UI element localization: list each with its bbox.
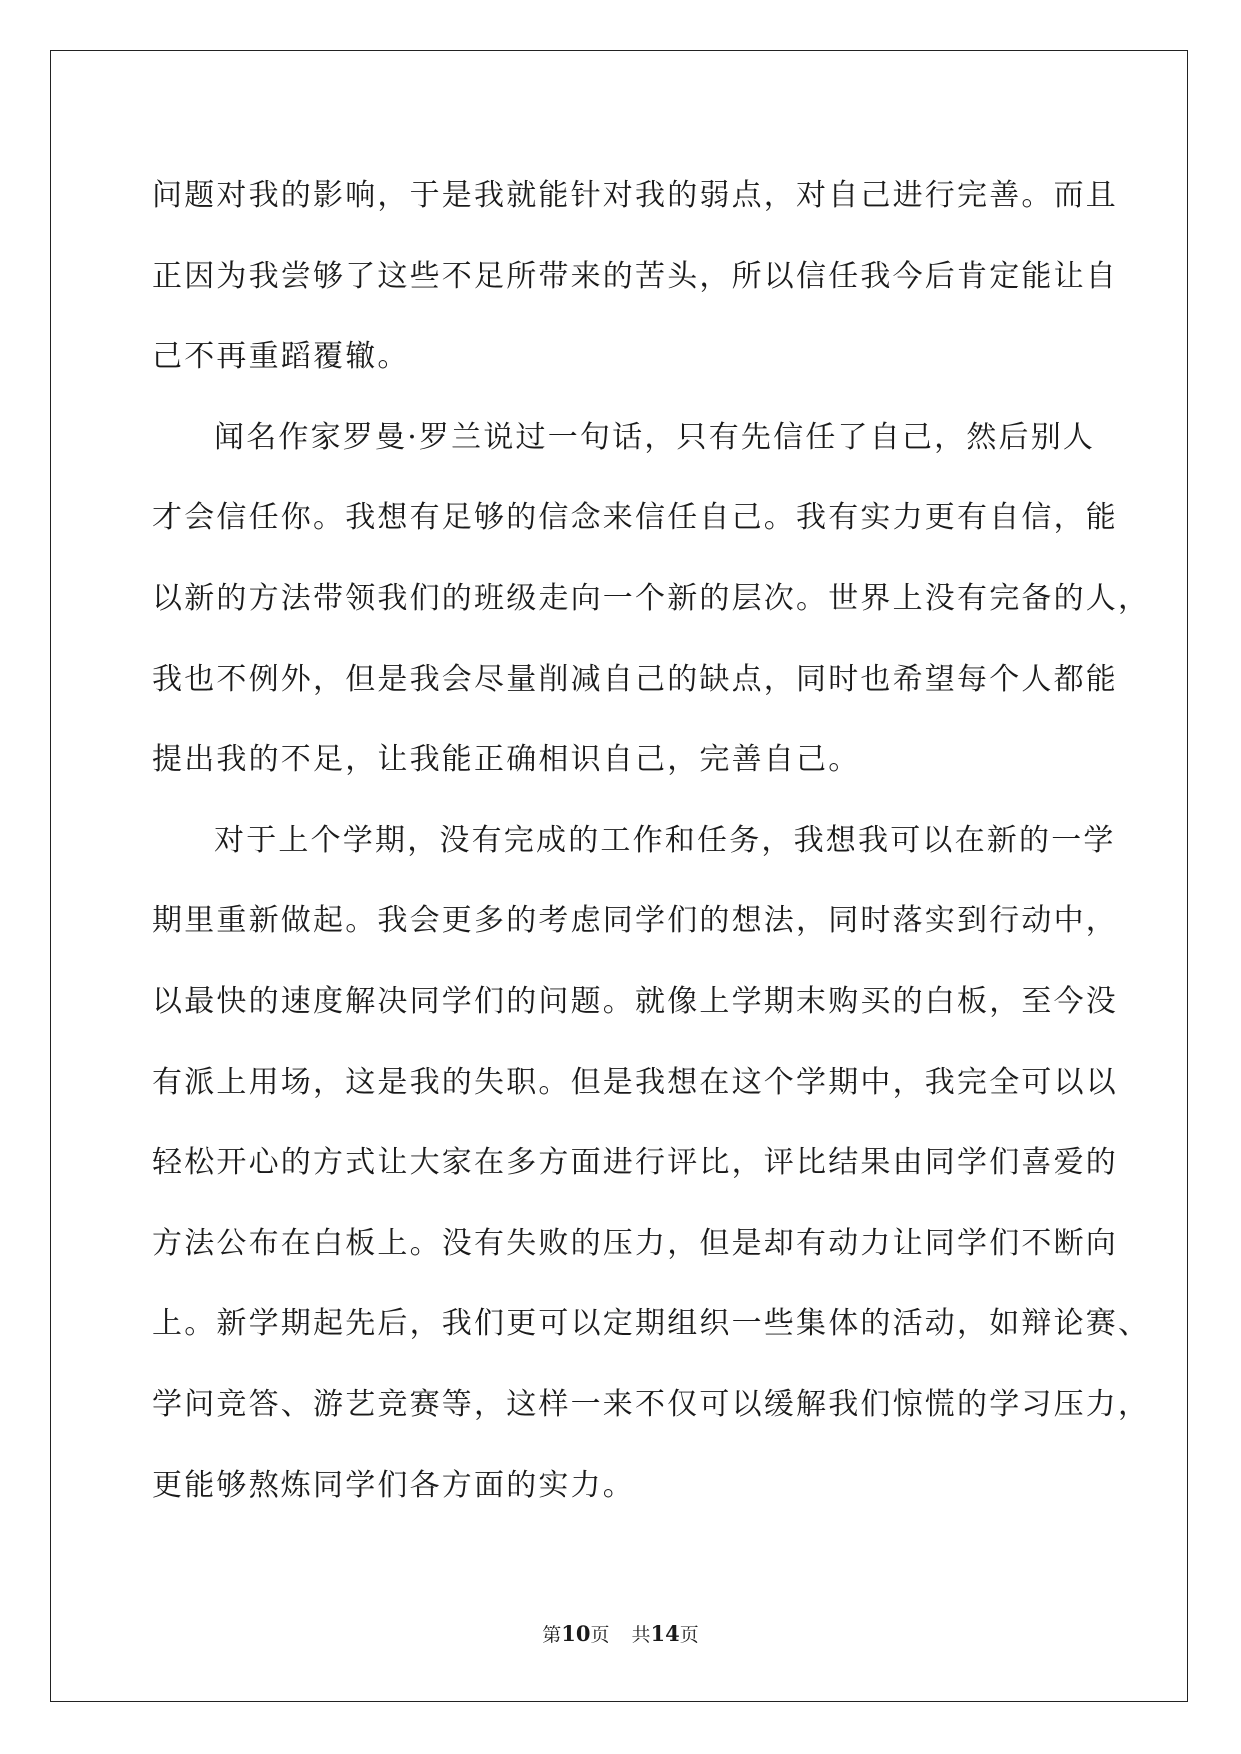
total-prefix: 共 xyxy=(631,1624,651,1646)
text-line: 己不再重蹈覆辙。 xyxy=(152,339,410,375)
page-prefix: 第 xyxy=(542,1624,562,1646)
document-body xyxy=(152,156,1151,1526)
text-line: 以新的方法带领我们的班级走向一个新的层次。世界上没有完备的人， xyxy=(152,580,1151,616)
text-line: 上。新学期起先后，我们更可以定期组织一些集体的活动，如辩论赛、 xyxy=(152,1306,1151,1342)
text-line-paragraph-start: 对于上个学期，没有完成的工作和任务，我想我可以在新的一学 xyxy=(214,822,1116,858)
current-page-number: 10 xyxy=(561,1621,591,1646)
text-line: 学问竞答、游艺竞赛等，这样一来不仅可以缓解我们惊慌的学习压力， xyxy=(152,1386,1151,1422)
total-page-count: 14 xyxy=(650,1621,680,1646)
text-line: 更能够熬炼同学们各方面的实力。 xyxy=(152,1467,635,1503)
text-line: 期里重新做起。我会更多的考虑同学们的想法，同时落实到行动中， xyxy=(152,903,1118,939)
text-line: 我也不例外，但是我会尽量削减自己的缺点，同时也希望每个人都能 xyxy=(152,661,1118,697)
page-suffix: 页 xyxy=(590,1624,610,1646)
text-line: 正因为我尝够了这些不足所带来的苦头，所以信任我今后肯定能让自 xyxy=(152,258,1118,294)
text-line: 问题对我的影响，于是我就能针对我的弱点，对自己进行完善。而且 xyxy=(152,178,1118,213)
text-line: 有派上用场，这是我的失职。但是我想在这个学期中，我完全可以以 xyxy=(152,1064,1118,1100)
text-line: 提出我的不足，让我能正确相识自己，完善自己。 xyxy=(152,742,861,778)
text-line: 以最快的速度解决同学们的问题。就像上学期末购买的白板，至今没 xyxy=(152,983,1118,1019)
total-suffix: 页 xyxy=(679,1624,699,1646)
text-line: 才会信任你。我想有足够的信念来信任自己。我有实力更有自信，能 xyxy=(152,500,1118,536)
page-number-footer xyxy=(0,1622,1241,1647)
text-line: 方法公布在白板上。没有失败的压力，但是却有动力让同学们不断向 xyxy=(152,1225,1118,1261)
text-line-paragraph-start: 闻名作家罗曼·罗兰说过一句话，只有先信任了自己，然后别人 xyxy=(214,419,1096,455)
text-line: 轻松开心的方式让大家在多方面进行评比，评比结果由同学们喜爱的 xyxy=(152,1145,1118,1181)
